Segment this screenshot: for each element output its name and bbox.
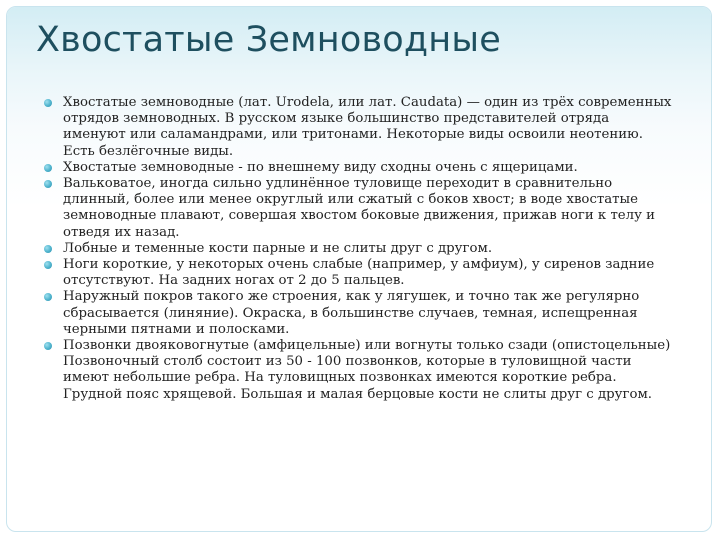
- slide-title: Хвостатые Земноводные: [36, 20, 501, 60]
- bullet-circle-icon: [44, 164, 52, 172]
- bullet-text: Лобные и теменные кости парные и не слиты друг с другом.: [63, 240, 493, 256]
- bullet-item: [44, 160, 674, 176]
- bullet-item: [44, 241, 674, 257]
- bullet-circle-icon: [44, 245, 52, 253]
- bullet-list: [44, 95, 674, 403]
- bullet-text: Позвонки двояковогнутые (амфицельные) или вогнуты только сзади (опистоцельные) Позвоночный столб состоит из 50 - 100 позвонков, которые в туловищной части имеют небольшие ребра. На туловищных позвонках имеются короткие ребра. Грудной пояс хрящевой. Большая и малая берцовые кости не слиты друг с другом.: [63, 338, 671, 402]
- bullet-circle-icon: [44, 180, 52, 188]
- bullet-item: [44, 176, 674, 241]
- bullet-item: [44, 338, 674, 403]
- bullet-item: [44, 289, 674, 338]
- bullet-circle-icon: [44, 99, 52, 107]
- bullet-text: Ноги короткие, у некоторых очень слабые (например, у амфиум), у сиренов задние отсутствуют. На задних ногах от 2 до 5 пальцев.: [63, 257, 655, 289]
- bullet-text: Наружный покров такого же строения, как у лягушек, и точно так же регулярно сбрасывается (линяние). Окраска, в большинстве случаев, темная, испещренная черными пятнами и полосками.: [63, 289, 640, 337]
- bullet-item: [44, 95, 674, 160]
- bullet-text: Хвостатые земноводные - по внешнему виду сходны очень с ящерицами.: [63, 159, 578, 175]
- bullet-item: [44, 257, 674, 289]
- bullet-circle-icon: [44, 293, 52, 301]
- bullet-circle-icon: [44, 261, 52, 269]
- bullet-text: Хвостатые земноводные (лат. Urodela, или лат. Caudata) — один из трёх современных отрядов земноводных. В русском языке большинство представителей отряда именуют или саламандрами, или тритонами. Некоторые виды освоили неотению. Есть безлёгочные виды.: [63, 95, 672, 159]
- bullet-circle-icon: [44, 342, 52, 350]
- bullet-text: Вальковатое, иногда сильно удлинённое туловище переходит в сравнительно длинный, более или менее округлый или сжатый с боков хвост; в воде хвостатые земноводные плавают, совершая хвостом боковые движения, прижав ноги к телу и отведя их назад.: [63, 176, 656, 240]
